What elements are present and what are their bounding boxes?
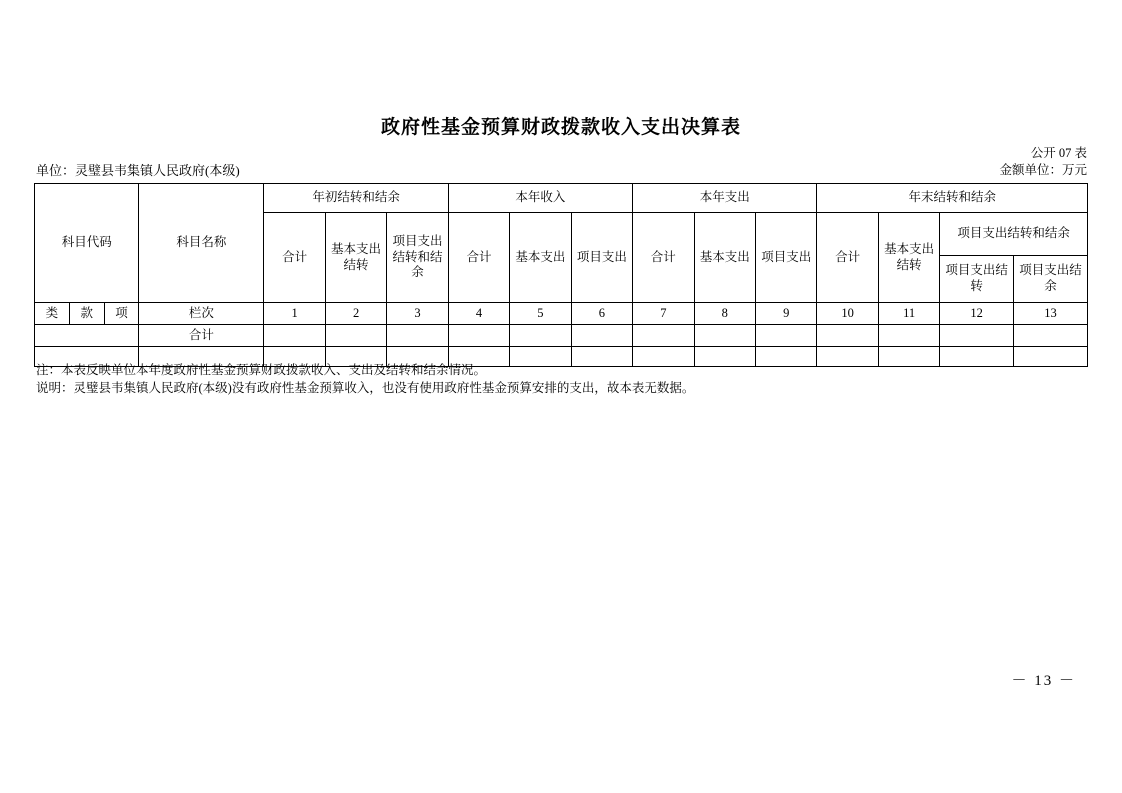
amount-unit-label: 金额单位：万元 (999, 163, 1087, 177)
cell-lanci-4: 4 (448, 303, 509, 325)
code-sub-xiang: 项 (104, 303, 139, 325)
cell-empty-9 (755, 347, 816, 367)
header-group-opening-balance: 年初结转和结余 (264, 184, 448, 213)
header-col-7: 合计 (633, 213, 694, 303)
header-col-1: 合计 (264, 213, 325, 303)
cell-total-9 (755, 325, 816, 347)
cell-lanci-2: 2 (325, 303, 386, 325)
header-code-col: 科目代码 (35, 184, 139, 303)
header-col-6: 项目支出 (571, 213, 632, 303)
cell-lanci-11: 11 (878, 303, 939, 325)
cell-lanci-10: 10 (817, 303, 878, 325)
page-title: 政府性基金预算财政拨款收入支出决算表 (380, 117, 741, 138)
cell-empty-6 (571, 347, 632, 367)
table-row (35, 303, 1088, 325)
table-header-row-groups (35, 184, 1088, 213)
cell-empty-5 (510, 347, 571, 367)
row-label-total: 合计 (139, 325, 264, 347)
cell-total-3 (387, 325, 448, 347)
code-cell-total (35, 325, 139, 347)
cell-lanci-1: 1 (264, 303, 325, 325)
header-subgroup-project-carryover: 项目支出结转和结余 (940, 213, 1088, 256)
cell-lanci-3: 3 (387, 303, 448, 325)
cell-total-10 (817, 325, 878, 347)
cell-lanci-13: 13 (1014, 303, 1088, 325)
cell-lanci-12: 12 (940, 303, 1014, 325)
cell-total-5 (510, 325, 571, 347)
cell-lanci-9: 9 (755, 303, 816, 325)
table-row (35, 325, 1088, 347)
header-col-4: 合计 (448, 213, 509, 303)
header-name-col: 科目名称 (139, 184, 264, 303)
cell-total-6 (571, 325, 632, 347)
cell-total-2 (325, 325, 386, 347)
cell-empty-7 (633, 347, 694, 367)
publication-number: 公开 07 表 (1030, 146, 1087, 160)
cell-total-13 (1014, 325, 1088, 347)
cell-total-8 (694, 325, 755, 347)
header-col-13: 项目支出结余 (1014, 256, 1088, 303)
header-col-8: 基本支出 (694, 213, 755, 303)
cell-lanci-7: 7 (633, 303, 694, 325)
cell-total-11 (878, 325, 939, 347)
cell-empty-10 (817, 347, 878, 367)
cell-lanci-6: 6 (571, 303, 632, 325)
row-label-lanci: 栏次 (139, 303, 264, 325)
page-number: － 13 － (1011, 673, 1076, 689)
header-col-12: 项目支出结转 (940, 256, 1014, 303)
cell-lanci-8: 8 (694, 303, 755, 325)
unit-label: 单位：灵璧县韦集镇人民政府(本级) (36, 163, 240, 178)
header-col-3: 项目支出结转和结余 (387, 213, 448, 303)
header-group-closing-balance: 年末结转和结余 (817, 184, 1088, 213)
header-col-9: 项目支出 (755, 213, 816, 303)
cell-lanci-5: 5 (510, 303, 571, 325)
cell-empty-8 (694, 347, 755, 367)
cell-total-12 (940, 325, 1014, 347)
code-sub-kuan: 款 (69, 303, 104, 325)
header-col-5: 基本支出 (510, 213, 571, 303)
cell-total-7 (633, 325, 694, 347)
budget-table (34, 183, 1088, 367)
cell-empty-12 (940, 347, 1014, 367)
code-sub-lei: 类 (35, 303, 70, 325)
header-col-2: 基本支出结转 (325, 213, 386, 303)
header-group-year-income: 本年收入 (448, 184, 632, 213)
cell-empty-13 (1014, 347, 1088, 367)
header-col-10: 合计 (817, 213, 878, 303)
cell-total-1 (264, 325, 325, 347)
cell-total-4 (448, 325, 509, 347)
table-note-1: 注：本表反映单位本年度政府性基金预算财政拨款收入、支出及结转和结余情况。 (36, 363, 487, 377)
header-col-11: 基本支出结转 (878, 213, 939, 303)
cell-empty-11 (878, 347, 939, 367)
table-note-2: 说明：灵璧县韦集镇人民政府(本级)没有政府性基金预算收入，也没有使用政府性基金预算安排的支出，故本表无数据。 (36, 381, 695, 395)
header-group-year-expense: 本年支出 (633, 184, 817, 213)
